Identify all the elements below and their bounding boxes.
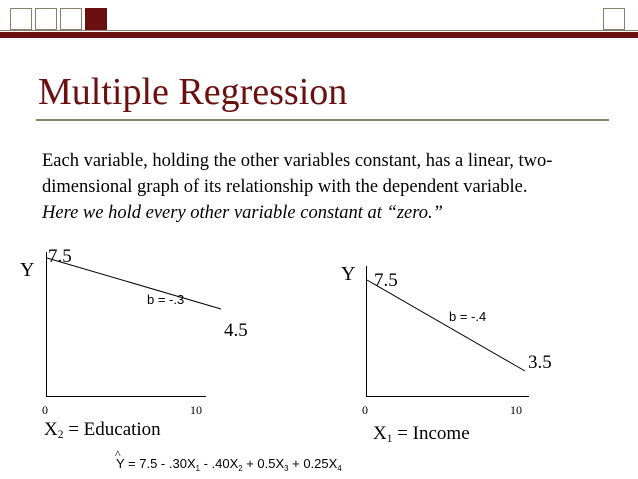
paragraph: Each variable, holding the other variables constant, has a linear, two-dimensional graph of its relationship with the dependent variable.: [42, 151, 553, 197]
chart1-xlabel: $X_2$ = Education: [44, 419, 161, 441]
note: Here we hold every other variable constant at “zero.”: [42, 203, 443, 223]
regression-equation: $Y = 7.5 - .30X_1 - .40X_2 + 0.5X_3 + 0.25X_4$: [116, 456, 342, 473]
chart2-ylabel: Y: [341, 263, 356, 285]
chart2-xlabel: $X_1$ = Income: [373, 423, 470, 445]
chart2-slope-label: b = -.4: [449, 309, 487, 324]
chart1-start-label: 7.5: [48, 246, 72, 267]
chart1-tick-10: 10: [190, 403, 202, 417]
chart1-slope-label: b = -.3: [147, 292, 185, 307]
chart2-end-label: 3.5: [528, 352, 552, 373]
chart1-tick-0: 0: [42, 403, 48, 417]
chart2-tick-10: 10: [510, 403, 522, 417]
chart2-regression-line: [367, 280, 525, 371]
chart1-ylabel: Y: [20, 259, 35, 281]
y-hat-mark: ^: [115, 447, 121, 461]
chart2-start-label: 7.5: [374, 270, 398, 291]
chart2-tick-0: 0: [362, 403, 368, 417]
slide-title: Multiple Regression: [38, 71, 348, 113]
chart1-end-label: 4.5: [224, 320, 248, 341]
chart1-regression-line: [47, 258, 221, 309]
